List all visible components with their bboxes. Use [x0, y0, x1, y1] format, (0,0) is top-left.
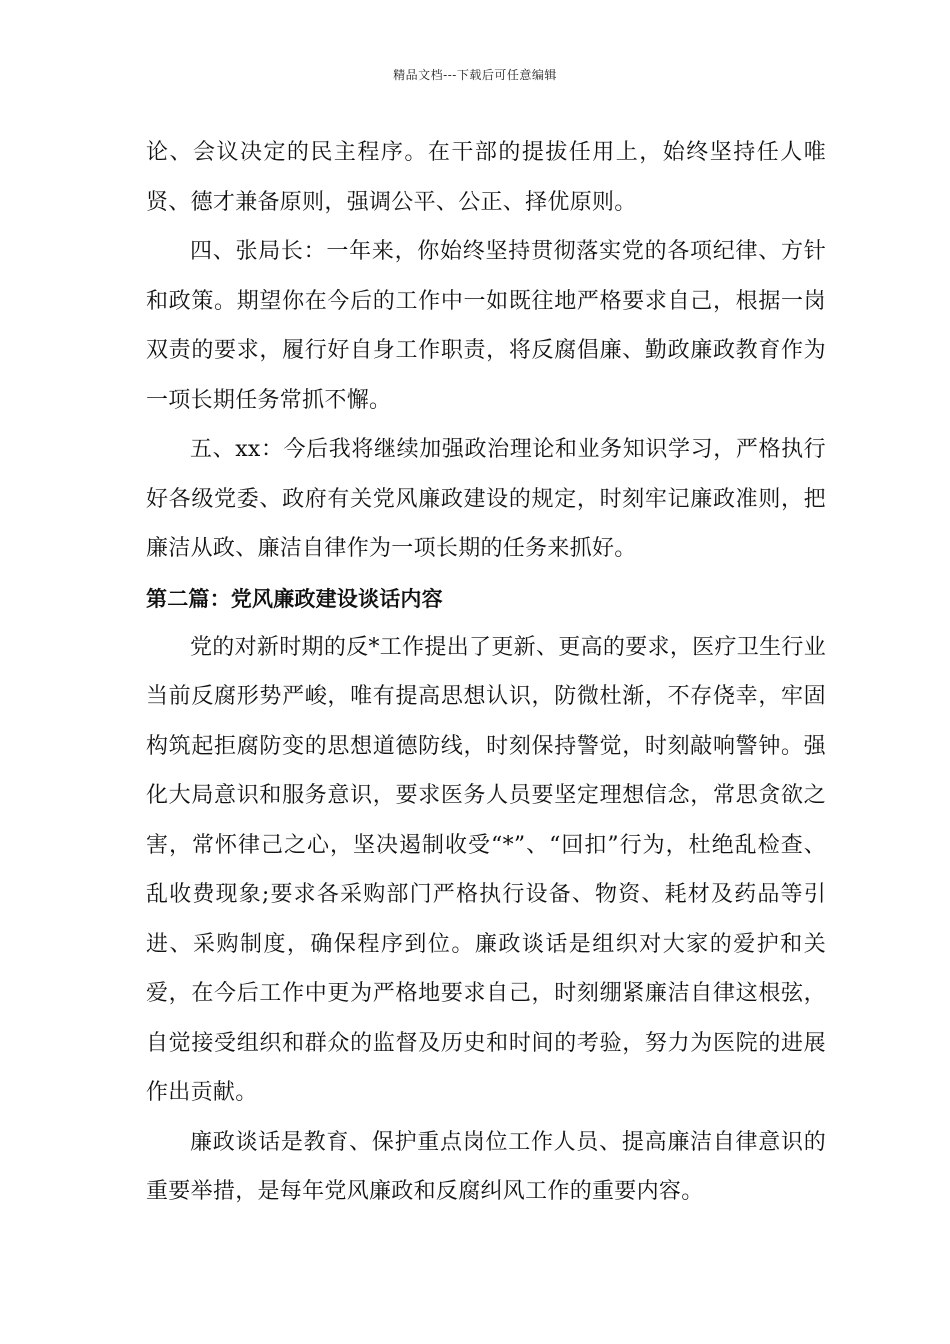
section-heading: 第二篇：党风廉政建设谈话内容 [146, 585, 443, 611]
paragraph-continuation: 论、会议决定的民主程序。在干部的提拔任用上，始终坚持任人唯贤、德才兼备原则，强调公平、公正、择优原则。 [146, 140, 826, 215]
page-header: 精品文档---下载后可任意编辑 [393, 68, 557, 82]
section-paragraph-one: 党的对新时期的反*工作提出了更新、更高的要求，医疗卫生行业当前反腐形势严峻，唯有提高思想认识，防微杜渐，不存侥幸，牢固构筑起拒腐防变的思想道德防线，时刻保持警觉，时刻敲响警钟。强化大局意识和服务意识，要求医务人员要坚定理想信念，常思贪欲之害，常怀律己之心，坚决遏制收受“*”、“回扣”行为，杜绝乱检查、乱收费现象;要求各采购部门严格执行设备、物资、耗材及药品等引进、采购制度，确保程序到位。廉政谈话是组织对大家的爱护和关爱，在今后工作中更为严格地要求自己，时刻绷紧廉洁自律这根弦，自觉接受组织和群众的监督及历史和时间的考验，努力为医院的进展作出贡献。 [146, 634, 826, 1105]
paragraph-item-four: 四、张局长：一年来，你始终坚持贯彻落实党的各项纪律、方针和政策。期望你在今后的工作中一如既往地严格要求自己，根据一岗双责的要求，履行好自身工作职责，将反腐倡廉、勤政廉政教育作为一项长期任务常抓不懈。 [146, 239, 826, 413]
section-paragraph-two: 廉政谈话是教育、保护重点岗位工作人员、提高廉洁自律意识的重要举措，是每年党风廉政和反腐纠风工作的重要内容。 [146, 1129, 826, 1204]
document-body [146, 128, 826, 1217]
paragraph-item-five: 五、xx：今后我将继续加强政治理论和业务知识学习，严格执行好各级党委、政府有关党风廉政建设的规定，时刻牢记廉政准则，把廉洁从政、廉洁自律作为一项长期的任务来抓好。 [146, 437, 826, 561]
